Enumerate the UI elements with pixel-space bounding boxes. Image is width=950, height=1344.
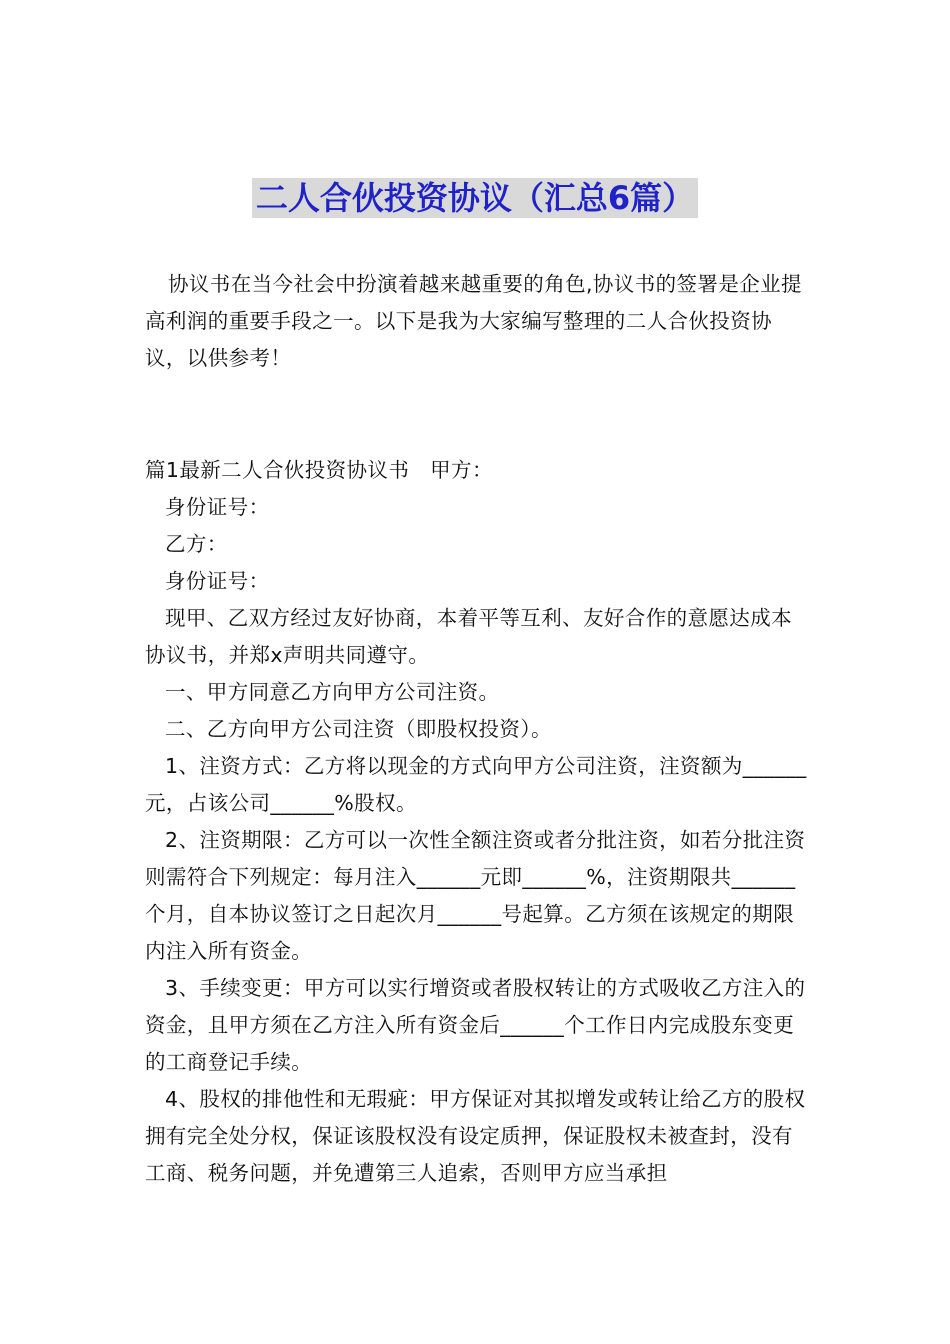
agreement-body xyxy=(145,452,810,1192)
section-heading: 篇1最新二人合伙投资协议书 甲方： xyxy=(145,458,493,482)
preamble-paragraph: 现甲、乙双方经过友好协商，本着平等互利、友好合作的意愿达成本协议书，并郑x声明共同遵守。 xyxy=(145,606,792,667)
intro-section xyxy=(145,266,810,377)
intro-paragraph: 协议书在当今社会中扮演着越来越重要的角色,协议书的签署是企业提高利润的重要手段之一。以下是我为大家编写整理的二人合伙投资协议，以供参考！ xyxy=(145,272,802,370)
party-a-id: 身份证号： xyxy=(165,495,270,519)
document-title: 二人合伙投资协议（汇总6篇） xyxy=(252,178,698,218)
clause-procedure-change: 3、手续变更：甲方可以实行增资或者股权转让的方式吸收乙方注入的资金，且甲方须在乙方注入所有资金后______个工作日内完成股东变更的工商登记手续。 xyxy=(145,976,806,1074)
title-container xyxy=(0,178,950,218)
party-b: 乙方： xyxy=(165,532,228,556)
clause-equity-exclusivity: 4、股权的排他性和无瑕疵：甲方保证对其拟增发或转让给乙方的股权拥有完全处分权，保证该股权没有设定质押，保证股权未被查封，没有工商、税务问题，并免遭第三人追索，否则甲方应当承担 xyxy=(145,1087,806,1185)
clause-investment-period: 2、注资期限：乙方可以一次性全额注资或者分批注资，如若分批注资则需符合下列规定：每月注入______元即______%，注资期限共______个月，自本协议签订之日起次月______号起算。乙方须在该规定的期限内注入所有资金。 xyxy=(145,828,806,963)
clause-two: 二、乙方向甲方公司注资（即股权投资）。 xyxy=(165,717,552,741)
party-b-id: 身份证号： xyxy=(165,569,270,593)
clause-investment-method: 1、注资方式：乙方将以现金的方式向甲方公司注资，注资额为______元，占该公司______%股权。 xyxy=(145,754,807,815)
clause-one: 一、甲方同意乙方向甲方公司注资。 xyxy=(165,680,500,704)
